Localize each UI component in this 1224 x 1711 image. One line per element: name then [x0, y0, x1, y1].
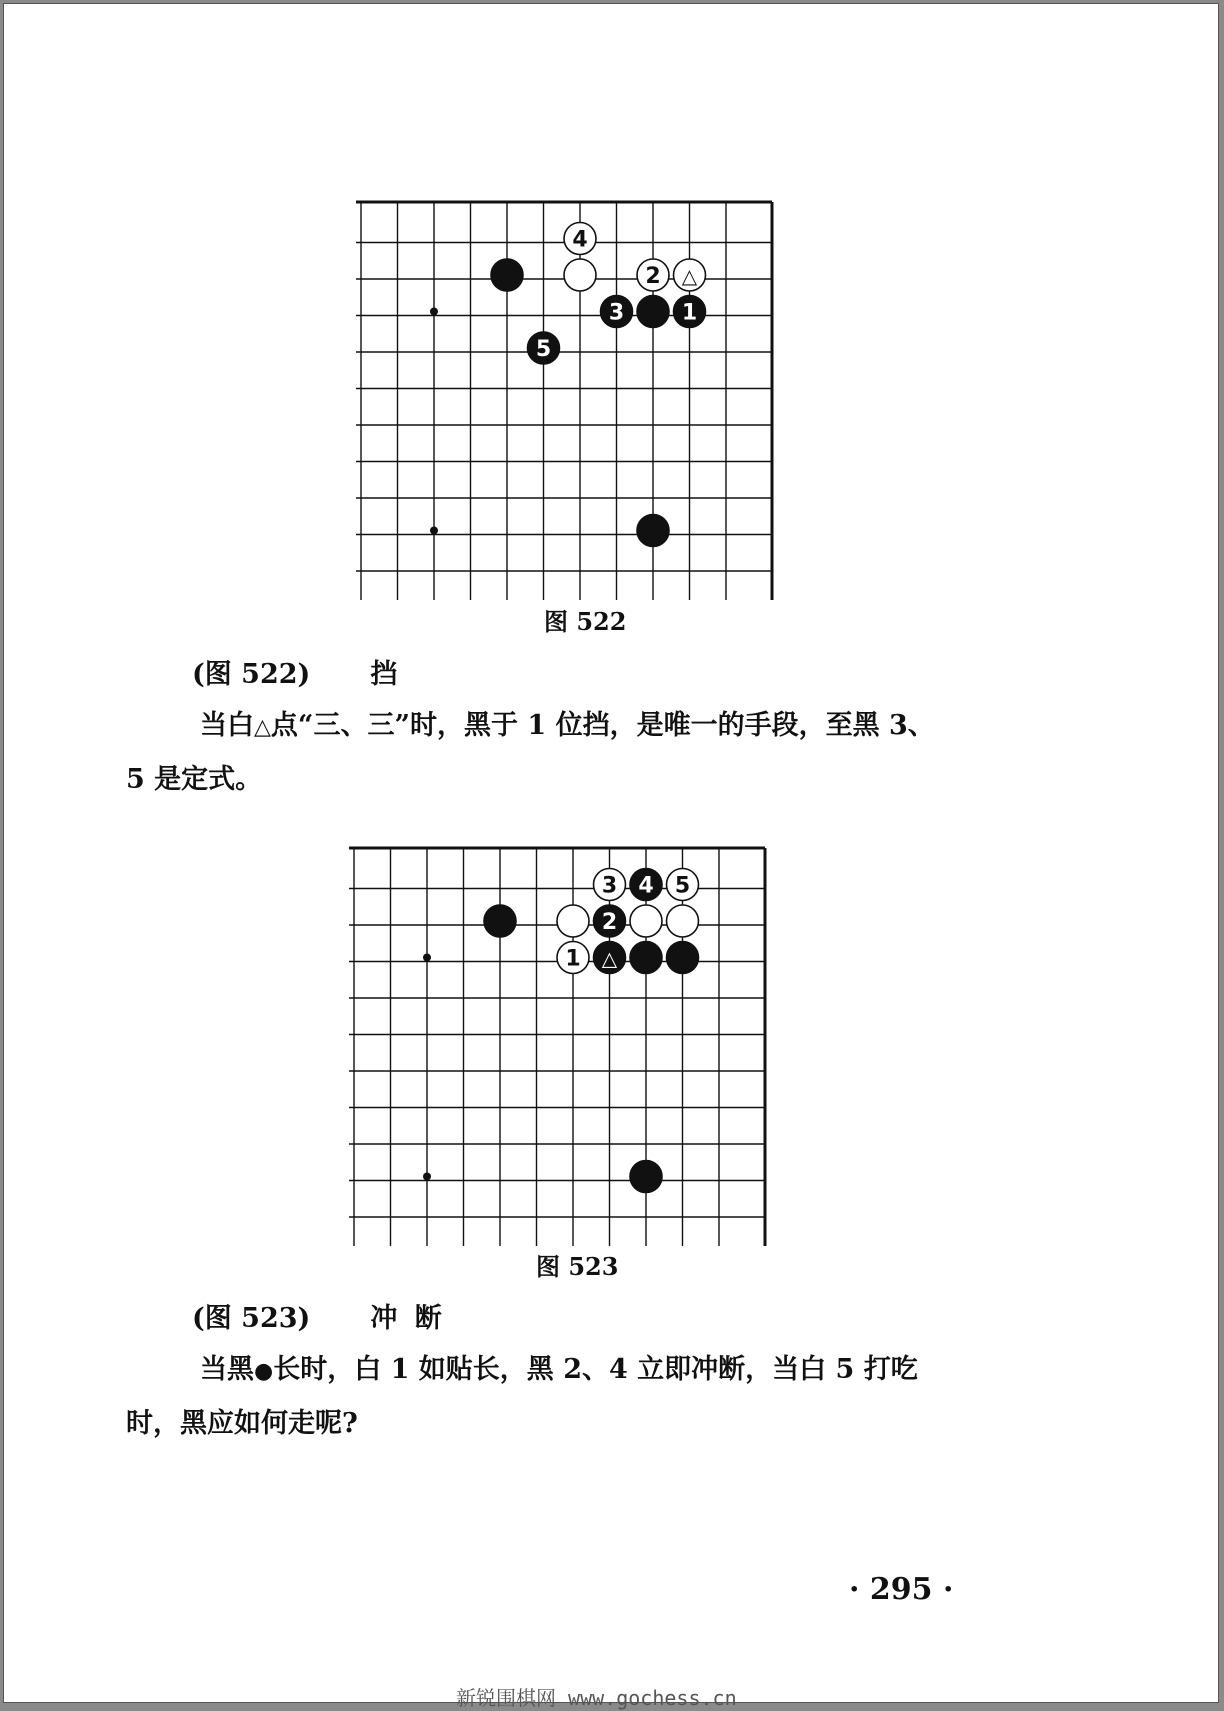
white-stone: [667, 905, 699, 937]
svg-text:4: 4: [572, 227, 588, 253]
black-stone: [630, 1161, 662, 1193]
star-point: [423, 954, 431, 962]
text-line: [126, 754, 1076, 806]
svg-text:1: 1: [565, 946, 581, 972]
text-line: [126, 1344, 1076, 1398]
text-line: [126, 1398, 1076, 1450]
text-run: 长时，白 1 如贴长，黑 2、4 立即冲断，当白 5 打吃: [273, 1354, 918, 1385]
white-stone: [630, 905, 662, 937]
white-stone: [667, 869, 699, 901]
section-title: 挡: [370, 659, 402, 690]
black-stone: [630, 942, 662, 974]
svg-text:△: △: [601, 946, 618, 971]
white-stone: [594, 869, 626, 901]
white-stone: [557, 942, 589, 974]
black-stone: [601, 296, 633, 328]
svg-text:3: 3: [601, 873, 618, 899]
black-stone: [637, 296, 669, 328]
paragraph: [126, 700, 1076, 806]
svg-text:5: 5: [674, 873, 691, 899]
black-stone: [637, 515, 669, 547]
white-stone: [557, 905, 589, 937]
triangle-marker-icon: △: [254, 715, 271, 740]
svg-text:1: 1: [681, 300, 698, 326]
section-heading: [192, 652, 401, 691]
svg-text:4: 4: [638, 873, 654, 899]
black-stone-icon: ●: [254, 1359, 274, 1384]
page-number: · 295 ·: [849, 1572, 954, 1607]
svg-text:5: 5: [535, 337, 552, 362]
white-stone: [674, 259, 706, 291]
text-run: 当白: [200, 710, 254, 741]
svg-text:2: 2: [601, 910, 618, 935]
black-stone: [667, 942, 699, 974]
white-stone: [564, 223, 596, 255]
black-stone: [528, 332, 560, 364]
text-run: 点“三、三”时，黑于 1 位挡，是唯一的手段，至黑 3、: [270, 710, 935, 741]
section-title: 冲 断: [370, 1303, 446, 1334]
go-board-diagram: [356, 194, 792, 600]
figure-caption: 图 522: [544, 607, 627, 636]
star-point: [423, 1173, 431, 1181]
svg-text:2: 2: [645, 264, 661, 289]
black-stone: [674, 296, 706, 328]
black-stone: [594, 905, 626, 937]
star-point: [430, 308, 438, 316]
go-board-diagram: [349, 840, 785, 1246]
black-stone: [630, 869, 662, 901]
black-stone: [484, 905, 516, 937]
figure-caption: 图 523: [536, 1252, 619, 1281]
star-point: [430, 527, 438, 535]
text-run: 5 是定式。: [126, 764, 263, 795]
text-line: [126, 700, 1076, 754]
book-page: [3, 3, 1219, 1710]
section-heading: [192, 1296, 446, 1335]
paragraph: [126, 1344, 1076, 1450]
text-run: 时，黑应如何走呢?: [126, 1408, 358, 1439]
watermark: 新锐围棋网 www.gochess.cn: [456, 1686, 737, 1710]
white-stone: [637, 259, 669, 291]
svg-text:△: △: [681, 264, 698, 288]
black-stone: [594, 942, 626, 974]
figure-reference: (图 523): [192, 1303, 311, 1334]
figure-reference: (图 522): [192, 659, 311, 690]
white-stone: [564, 259, 596, 291]
svg-text:3: 3: [608, 300, 625, 326]
black-stone: [491, 259, 523, 291]
text-run: 当黑: [200, 1354, 254, 1385]
